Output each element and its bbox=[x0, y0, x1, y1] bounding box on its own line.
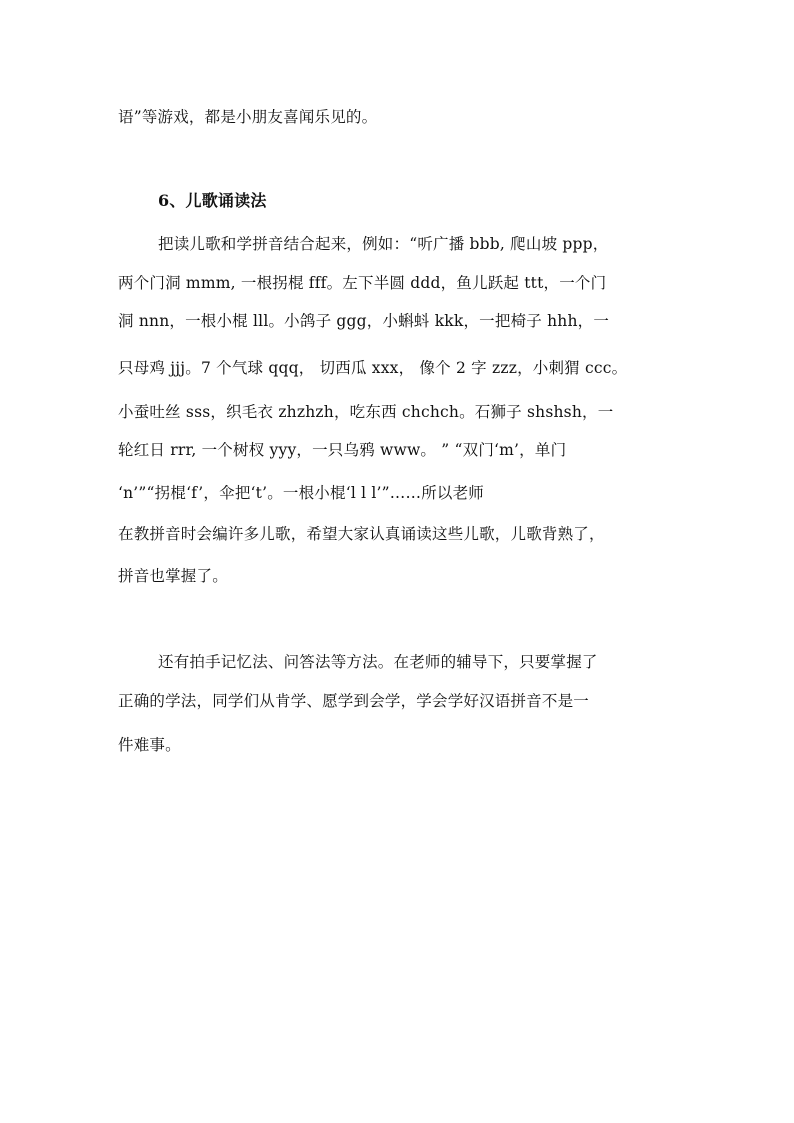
paragraph-line: 轮红日 rrr, 一个树杈 yyy，一只乌鸦 www。 ” “双门‘m’，单门 bbox=[118, 441, 567, 459]
paragraph-line: 还有拍手记忆法、问答法等方法。在老师的辅导下，只要掌握了 bbox=[158, 653, 598, 671]
paragraph-line: 洞 nnn，一根小棍 lll。小鸽子 ggg，小蝌蚪 kkk，一把椅子 hhh，一 bbox=[118, 312, 610, 330]
paragraph-line: 在教拼音时会编许多儿歌，希望大家认真诵读这些儿歌，儿歌背熟了， bbox=[118, 525, 605, 543]
intro-paragraph-line: 语”等游戏，都是小朋友喜闻乐见的。 bbox=[118, 108, 378, 126]
paragraph-line: 拼音也掌握了。 bbox=[118, 567, 228, 585]
paragraph-line: ‘n’”“拐棍‘f’，伞把‘t’。一根小棍‘l l l’”……所以老师 bbox=[118, 484, 485, 502]
paragraph-line: 把读儿歌和学拼音结合起来，例如：“听广播 bbb, 爬山坡 ppp， bbox=[158, 235, 609, 253]
paragraph-line: 正确的学法，同学们从肯学、愿学到会学，学会学好汉语拼音不是一 bbox=[118, 692, 590, 710]
section-heading: 6、儿歌诵读法 bbox=[158, 191, 267, 210]
paragraph-line: 只母鸡 jjj。7 个气球 qqq， 切西瓜 xxx， 像个 2 字 zzz，小刺猬 ccc。 bbox=[118, 359, 628, 377]
paragraph-line: 两个门洞 mmm, 一根拐棍 fff。左下半圆 ddd，鱼儿跃起 ttt，一个门 bbox=[118, 274, 607, 292]
paragraph-line: 小蚕吐丝 sss，织毛衣 zhzhzh，吃东西 chchch。石狮子 shshsh，一 bbox=[118, 403, 614, 421]
paragraph-line: 件难事。 bbox=[118, 736, 181, 754]
